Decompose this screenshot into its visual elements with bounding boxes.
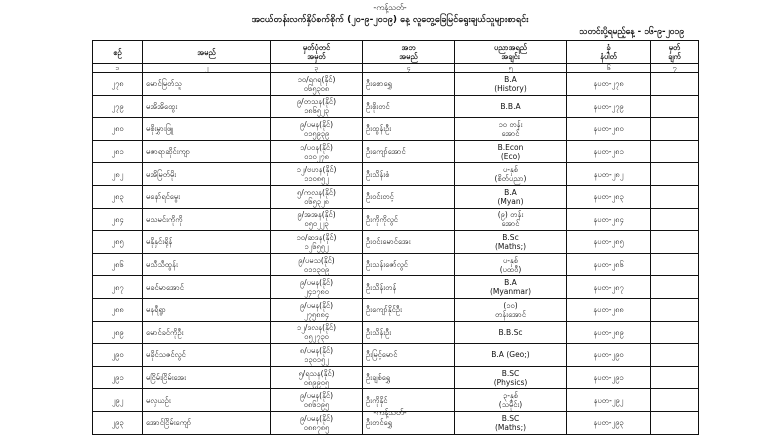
roll-number bbox=[567, 253, 651, 276]
row-number bbox=[93, 276, 143, 299]
father-name-line: ဦးထွန်းဦး bbox=[366, 124, 392, 134]
father-name bbox=[363, 185, 455, 208]
father-name-line: ဦးချစ်ရွှေ bbox=[366, 373, 391, 383]
col-header-nrc: မှတ်ပုံတင် အမှတ် bbox=[271, 41, 363, 64]
row-number-line: ၂၈၁ bbox=[111, 147, 124, 157]
father-name bbox=[363, 118, 455, 141]
candidate-name bbox=[143, 298, 271, 321]
col-number: ၅ bbox=[455, 64, 567, 73]
remark bbox=[651, 163, 699, 186]
candidate-name bbox=[143, 253, 271, 276]
nrc-number bbox=[271, 344, 363, 367]
row-number bbox=[93, 208, 143, 231]
nrc-number-line: ၈/ပမန(နိုင်) bbox=[299, 345, 334, 355]
father-name bbox=[363, 276, 455, 299]
row-number bbox=[93, 344, 143, 367]
qualification-line: B.Sc bbox=[502, 232, 519, 242]
table-row bbox=[93, 208, 699, 231]
roll-number bbox=[567, 140, 651, 163]
nrc-number bbox=[271, 73, 363, 96]
nrc-number-line: ၀၅၂၇၃၀ bbox=[304, 332, 329, 342]
qualification bbox=[455, 118, 567, 141]
col-number: ၄ bbox=[363, 64, 455, 73]
roll-number-line: နပတ-၂၉၃ bbox=[593, 418, 624, 428]
candidate-name bbox=[143, 344, 271, 367]
father-name-line: ဦးကိုနိုင် bbox=[366, 395, 388, 405]
column-number-row bbox=[93, 64, 699, 73]
row-number bbox=[93, 321, 143, 344]
father-name bbox=[363, 231, 455, 254]
col-number: ၂ bbox=[143, 64, 271, 73]
remark bbox=[651, 73, 699, 96]
nrc-number bbox=[271, 163, 363, 186]
remark bbox=[651, 276, 699, 299]
father-name bbox=[363, 321, 455, 344]
nrc-number-line: ၀၆၅၃၀၈ bbox=[303, 83, 330, 93]
table-row bbox=[93, 276, 699, 299]
candidate-name-line: မသမင်းကိုကို bbox=[146, 214, 183, 224]
col-header-no: စဉ် bbox=[93, 41, 143, 64]
nrc-number-line: ၀၆၅၃၂၈ bbox=[304, 196, 329, 206]
roll-number-line: နပတ-၂၈၂ bbox=[593, 169, 624, 179]
nrc-number-line: ၀၈၉၉၀၅ bbox=[303, 377, 330, 387]
father-name-line: ဦးတင်ရွှေ bbox=[366, 418, 393, 428]
candidate-name bbox=[143, 321, 271, 344]
father-name-line: ဦးကိုကိုလွင် bbox=[366, 214, 398, 224]
qualification bbox=[455, 298, 567, 321]
candidate-name-line: မနော်ရင်မွေး bbox=[146, 192, 181, 202]
nrc-number-line: ၅/ရသန(နိုင်) bbox=[298, 368, 335, 378]
row-number bbox=[93, 140, 143, 163]
qualification-line: B.A (Geo;) bbox=[491, 350, 530, 360]
qualification bbox=[455, 253, 567, 276]
roll-number-line: နပတ-၂၉၁ bbox=[593, 373, 624, 383]
qualification bbox=[455, 321, 567, 344]
nrc-number bbox=[271, 253, 363, 276]
candidate-name bbox=[143, 95, 271, 118]
row-number-line: ၂၈၂ bbox=[111, 169, 124, 179]
nrc-number-line: ၅/ကလန(နိုင်) bbox=[297, 187, 336, 197]
table-row bbox=[93, 366, 699, 389]
qualification-line: (စိတ်ပညာ) bbox=[494, 174, 527, 184]
qualification bbox=[455, 140, 567, 163]
qualification-line: (Maths;) bbox=[494, 422, 527, 432]
father-name-line: ဦးစောရွှေ bbox=[366, 79, 392, 89]
col-header-qualification: ပညာအရည် အချင်း bbox=[455, 41, 567, 64]
roll-number-line: နပတ-၂၈၃ bbox=[593, 192, 624, 202]
roll-number-line: နပတ-၂၇၈ bbox=[593, 79, 624, 89]
candidate-name bbox=[143, 140, 271, 163]
nrc-number-line: ၀၁၀၂၇၈ bbox=[304, 151, 329, 161]
remark bbox=[651, 253, 699, 276]
col-header-father: အဘ အမည် bbox=[363, 41, 455, 64]
candidate-name bbox=[143, 185, 271, 208]
roll-number bbox=[567, 344, 651, 367]
qualification-line: တန်းအောင် bbox=[495, 309, 526, 319]
nrc-number bbox=[271, 95, 363, 118]
qualification-line: (History) bbox=[494, 83, 527, 93]
row-number bbox=[93, 118, 143, 141]
row-number-line: ၂၇၉ bbox=[111, 101, 124, 111]
father-name bbox=[363, 208, 455, 231]
qualification bbox=[455, 344, 567, 367]
row-number-line: ၂၈၃ bbox=[111, 192, 124, 202]
nrc-number-line: ၁၁၀၈၅၂ bbox=[304, 174, 329, 184]
restricted-mark-bottom: -ကန့်သတ်- bbox=[373, 408, 407, 417]
remark bbox=[651, 298, 699, 321]
nrc-number-line: ၉/ပမန(နိုင်) bbox=[299, 391, 334, 401]
father-name-line: ဦးဝင်းတင့် bbox=[366, 192, 394, 202]
nrc-number-line: ၂၄၁၇၈၀ bbox=[304, 287, 329, 297]
roll-number bbox=[567, 163, 651, 186]
father-name bbox=[363, 366, 455, 389]
row-number bbox=[93, 185, 143, 208]
col-number: ၃ bbox=[271, 64, 363, 73]
father-name-line: ဦးဝင်းမောင်အေး bbox=[366, 237, 411, 247]
roll-number-line: နပတ-၂၇၉ bbox=[593, 101, 624, 111]
remark bbox=[651, 231, 699, 254]
candidate-name-line: မဇာရာဆိုင်းကျာ bbox=[146, 147, 191, 157]
nrc-number-line: ၀၁၅၉၃၉ bbox=[303, 128, 330, 138]
father-name bbox=[363, 163, 455, 186]
remark bbox=[651, 185, 699, 208]
father-name bbox=[363, 73, 455, 96]
table-row bbox=[93, 140, 699, 163]
row-number bbox=[93, 298, 143, 321]
qualification-line: (ပထဝီ) bbox=[499, 264, 522, 274]
row-number bbox=[93, 95, 143, 118]
remark bbox=[651, 208, 699, 231]
qualification bbox=[455, 366, 567, 389]
qualification-line: (Eco) bbox=[500, 151, 521, 161]
document-title: အငယ်တန်းလက်နှိပ်စက်စိုက် (၂၀-၉-၂၀၁၉) နေ့ လူတွေ့ခြေမြင်ရွေးချယ်သူများစာရင်း bbox=[251, 15, 529, 25]
row-number-line: ၂၉၀ bbox=[111, 350, 124, 360]
roll-number-line: နပတ-၂၈၁ bbox=[593, 147, 624, 157]
nrc-number-line: ၀၁၁၃၀၉ bbox=[303, 264, 330, 274]
restricted-mark-top: -ကန့်သတ်- bbox=[373, 3, 407, 12]
qualification bbox=[455, 163, 567, 186]
qualification-line: (Maths;) bbox=[494, 241, 527, 251]
table-row bbox=[93, 321, 699, 344]
nrc-number-line: ၁၂၆၅၅၂ bbox=[304, 241, 329, 251]
nrc-number-line: ၉/ပမသ(နိုင်) bbox=[298, 255, 335, 265]
candidate-name-line: မနရီရွာ bbox=[146, 305, 166, 315]
col-number: ၆ bbox=[567, 64, 651, 73]
nrc-number-line: ၁၀/ဆဒန(နိုင်) bbox=[296, 232, 337, 242]
nrc-number bbox=[271, 366, 363, 389]
father-name bbox=[363, 253, 455, 276]
father-name bbox=[363, 140, 455, 163]
father-name-line: ဦးမြင့်မောင် bbox=[366, 350, 398, 360]
nrc-number-line: ၉/ပမန(နိုင်) bbox=[299, 278, 334, 288]
qualification-line: B.B.Sc bbox=[498, 327, 523, 337]
header-row bbox=[93, 41, 699, 64]
qualification bbox=[455, 276, 567, 299]
row-number-line: ၂၈၄ bbox=[111, 214, 124, 224]
col-number: ၇ bbox=[651, 64, 699, 73]
nrc-number-line: ၂၇၅၈၈၄ bbox=[304, 309, 329, 319]
qualification-line: B.Econ bbox=[497, 142, 524, 152]
roll-number-line: နပတ-၂၈၅ bbox=[593, 237, 624, 247]
candidate-name-line: မအိအိထွေး bbox=[146, 101, 178, 111]
qualification-line: B.SC bbox=[501, 368, 520, 378]
candidate-table bbox=[92, 40, 699, 435]
row-number-line: ၂၈၇ bbox=[111, 282, 124, 292]
qualification bbox=[455, 185, 567, 208]
remark bbox=[651, 95, 699, 118]
candidate-name-line: မငြိမ်းငြိမ်းအေး bbox=[146, 373, 187, 383]
roll-number bbox=[567, 276, 651, 299]
qualification-line: (Myanmar) bbox=[489, 287, 532, 297]
qualification-line: (Myan) bbox=[497, 196, 524, 206]
nrc-number-line: ၁၂/ဒလန(နိုင်) bbox=[296, 323, 337, 333]
nrc-number bbox=[271, 321, 363, 344]
qualification-line: ၃-နှစ် bbox=[502, 391, 519, 401]
father-name-line: ဦးကျော်အောင် bbox=[366, 147, 406, 157]
table-row bbox=[93, 185, 699, 208]
nrc-number-line: ၉/တသန(နိုင်) bbox=[296, 97, 337, 107]
nrc-number-line: ၀၅၀၂၂၃ bbox=[304, 219, 329, 229]
father-name-line: ဦးစိုးတင် bbox=[366, 101, 390, 111]
nrc-number-line: ၁၀/ရဂရ(နိုင်) bbox=[297, 74, 336, 84]
nrc-number bbox=[271, 185, 363, 208]
nrc-number-line: ၉/ပမန(နိုင်) bbox=[299, 413, 334, 423]
father-name-line: ဦးသိန်းစံ bbox=[366, 169, 390, 179]
candidate-name bbox=[143, 118, 271, 141]
candidate-name-line: မစိုးမွှားဖြူ bbox=[146, 124, 174, 134]
row-number bbox=[93, 253, 143, 276]
father-name-line: ဦးကျော်နိုင်ဦး bbox=[366, 305, 402, 315]
remark bbox=[651, 344, 699, 367]
candidate-name bbox=[143, 73, 271, 96]
roll-number bbox=[567, 185, 651, 208]
row-number-line: ၂၇၈ bbox=[111, 79, 124, 89]
candidate-name-line: မောင်မြတ်သူ bbox=[146, 79, 182, 89]
candidate-name-line: မခိုင်သဇင်လွင် bbox=[146, 350, 186, 360]
table-body bbox=[93, 73, 699, 435]
roll-number-line: နပတ-၂၉၀ bbox=[593, 350, 624, 360]
col-header-roll: ခုံ နံပါတ် bbox=[567, 41, 651, 64]
father-name-line: ဦးသိန်းတန် bbox=[366, 282, 397, 292]
father-name-line: ဦးသန်းဇော်လွင် bbox=[366, 260, 408, 270]
nrc-number-line: ၁၃၀၁၅၂ bbox=[304, 354, 329, 364]
table-row bbox=[93, 163, 699, 186]
qualification-line: (၉) တန်း bbox=[497, 210, 524, 220]
table-row bbox=[93, 73, 699, 96]
row-number-line: ၂၈၅ bbox=[111, 237, 124, 247]
father-name bbox=[363, 95, 455, 118]
roll-number bbox=[567, 118, 651, 141]
candidate-name bbox=[143, 208, 271, 231]
qualification-line: အောင် bbox=[501, 219, 520, 229]
qualification-line: B.SC bbox=[501, 413, 520, 423]
qualification-line: ပ-နှစ် bbox=[502, 165, 519, 175]
table-row bbox=[93, 344, 699, 367]
father-name-line: ဦးသိန်းဦး bbox=[366, 327, 392, 337]
candidate-name-line: မအိမြတ်မိုး bbox=[146, 169, 177, 179]
roll-number bbox=[567, 73, 651, 96]
candidate-name-line: မခင်မာအောင် bbox=[146, 282, 184, 292]
col-number: ၁ bbox=[93, 64, 143, 73]
candidate-name-line: မောင်ခင်ကိုဦး bbox=[146, 327, 184, 337]
qualification bbox=[455, 208, 567, 231]
remark bbox=[651, 140, 699, 163]
candidate-name-line: အောင်ငြိမ်းကျော် bbox=[146, 418, 192, 428]
candidate-name bbox=[143, 163, 271, 186]
qualification-line: B.B.A bbox=[500, 101, 521, 111]
table-row bbox=[93, 253, 699, 276]
roll-number bbox=[567, 231, 651, 254]
father-name bbox=[363, 298, 455, 321]
roll-number bbox=[567, 95, 651, 118]
col-header-remark: မှတ် ချက် bbox=[651, 41, 699, 64]
qualification bbox=[455, 73, 567, 96]
candidate-name-line: မသီသီထွန်း bbox=[146, 260, 178, 270]
row-number bbox=[93, 73, 143, 96]
nrc-number-line: ၀၈၆၁၉၅ bbox=[303, 400, 330, 410]
father-name bbox=[363, 344, 455, 367]
nrc-number-line: ၁/ပဝန(နိုင်) bbox=[299, 142, 333, 152]
roll-number-line: နပတ-၂၈၇ bbox=[593, 282, 624, 292]
row-number-line: ၂၈၉ bbox=[111, 327, 124, 337]
qualification-line: အောင် bbox=[501, 128, 520, 138]
roll-number bbox=[567, 298, 651, 321]
nrc-number-line: ၁၈၆၅၂၃ bbox=[304, 106, 329, 116]
table-row bbox=[93, 95, 699, 118]
row-number-line: ၂၈၈ bbox=[111, 305, 124, 315]
row-number-line: ၂၉၂ bbox=[111, 395, 124, 405]
candidate-name bbox=[143, 276, 271, 299]
roll-number-line: နပတ-၂၈၄ bbox=[593, 214, 624, 224]
nrc-number-line: ၀၈၈၇၈၅ bbox=[303, 422, 330, 432]
qualification-line: (Physics) bbox=[493, 377, 528, 387]
remark bbox=[651, 118, 699, 141]
nrc-number bbox=[271, 140, 363, 163]
table-row bbox=[93, 298, 699, 321]
col-header-name: အမည် bbox=[143, 41, 271, 64]
roll-number-line: နပတ-၂၈၆ bbox=[593, 260, 624, 270]
qualification-line: ၁၀ တန်း bbox=[498, 119, 523, 129]
candidate-name-line: မနိုနှင်းရိုန် bbox=[146, 237, 173, 247]
nrc-number bbox=[271, 231, 363, 254]
roll-number-line: နပတ-၂၈၉ bbox=[593, 327, 624, 337]
qualification-line: (သမိုင်း) bbox=[498, 400, 523, 410]
nrc-number bbox=[271, 118, 363, 141]
qualification bbox=[455, 95, 567, 118]
nrc-number bbox=[271, 208, 363, 231]
remark bbox=[651, 366, 699, 389]
qualification-line: B.A bbox=[504, 74, 517, 84]
candidate-name bbox=[143, 231, 271, 254]
row-number bbox=[93, 231, 143, 254]
roll-number-line: နပတ-၂၈၀ bbox=[593, 124, 624, 134]
row-number-line: ၂၈၆ bbox=[111, 260, 124, 270]
table-row bbox=[93, 231, 699, 254]
row-number-line: ၂၉၃ bbox=[111, 418, 124, 428]
row-number-line: ၂၈၀ bbox=[111, 124, 124, 134]
remark bbox=[651, 321, 699, 344]
roll-number bbox=[567, 208, 651, 231]
roll-number bbox=[567, 366, 651, 389]
qualification-line: B.A bbox=[504, 187, 517, 197]
roll-number-line: နပတ-၂၈၈ bbox=[593, 305, 624, 315]
row-number bbox=[93, 366, 143, 389]
row-number-line: ၂၉၁ bbox=[111, 373, 124, 383]
qualification bbox=[455, 231, 567, 254]
table-row bbox=[93, 118, 699, 141]
nrc-number-line: ၉/ပမန(နိုင်) bbox=[299, 300, 334, 310]
candidate-name-line: မလှယဉ်း bbox=[146, 395, 171, 405]
qualification-line: ပ-နှစ် bbox=[502, 255, 519, 265]
nrc-number bbox=[271, 298, 363, 321]
row-number bbox=[93, 163, 143, 186]
nrc-number-line: ၉/အအန(နိုင်) bbox=[297, 210, 336, 220]
report-date: သတင်းပို့ရမည့်နေ့ - ၁၆-၉-၂၀၁၉ bbox=[579, 27, 684, 37]
candidate-name bbox=[143, 366, 271, 389]
roll-number-line: နပတ-၂၉၂ bbox=[593, 395, 624, 405]
roll-number bbox=[567, 321, 651, 344]
qualification-line: B.A bbox=[504, 278, 517, 288]
nrc-number-line: ၉/ပမန(နိုင်) bbox=[299, 119, 334, 129]
nrc-number-line: ၁၂/ဗဟန(နိုင်) bbox=[296, 165, 337, 175]
nrc-number bbox=[271, 276, 363, 299]
qualification-line: (၁၀) bbox=[503, 300, 518, 310]
